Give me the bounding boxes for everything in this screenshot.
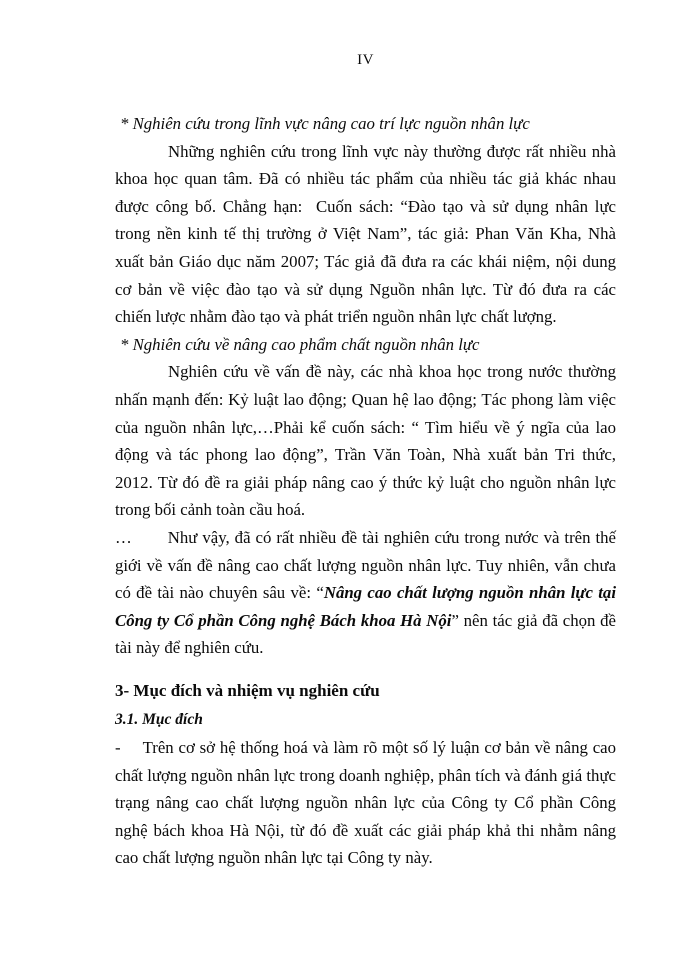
- section-heading: 3- Mục đích và nhiệm vụ nghiên cứu: [115, 680, 380, 700]
- paragraph: [115, 358, 616, 524]
- text-run: ” nên tác giả đã chọn đề tài này để nghiên cứu.: [115, 610, 616, 658]
- paragraph: [115, 524, 616, 662]
- subsection-heading: 3.1. Mục đích: [115, 711, 203, 729]
- text-run: Nghiên cứu về vấn đề này, các nhà khoa học trong nước thường nhấn mạnh đến: Kỷ luật lao động; Quan hệ lao động; Tác phong làm việc của nguồn nhân lực,…Phải kể cuốn sách: “ Tìm hiểu về ý ngĩa của lao động và tác phong lao động”, Trần Văn Toàn, Nhà xuất bản Tri thức, 2012. Từ đó đề ra giải pháp nâng cao ý thức kỷ luật cho nguồn nhân lực trong bối cảnh toàn cầu hoá.: [115, 362, 616, 520]
- italic-note: * Nghiên cứu trong lĩnh vực nâng cao trí lực nguồn nhân lực: [120, 114, 530, 133]
- text-run: Trên cơ sở hệ thống hoá và làm rõ một số lý luận cơ bản về nâng cao chất lượng nguồn nhân lực trong doanh nghiệp, phân tích và đánh giá thực trạng nâng cao chất lượng nguồn nhân lực của Công ty Cổ phần Công nghệ bách khoa Hà Nội, từ đó đề xuất các giải pháp khả thi nhằm nâng cao chất lượng nguồn nhân lực tại Công ty này.: [115, 738, 616, 868]
- emphasis-bold-italic: Nâng cao chất lượng nguồn nhân lực tại Công ty Cổ phần Công nghệ Bách khoa Hà Nội: [115, 583, 616, 630]
- bullet-marker: -: [115, 738, 121, 758]
- paragraph: [115, 734, 616, 872]
- paragraph: [115, 138, 616, 331]
- text-run: Như vậy, đã có rất nhiều đề tài nghiên cứu trong nước và trên thế giới về vấn đề nâng cao chất lượng nguồn nhân lực. Tuy nhiên, vẫn chưa có đề tài nào chuyên sâu về: “: [115, 527, 616, 603]
- italic-note: * Nghiên cứu về nâng cao phẩm chất nguồn nhân lực: [120, 334, 480, 354]
- text-run: Những nghiên cứu trong lĩnh vực này thường được rất nhiều nhà khoa học quan tâm. Đã có nhiều tác phẩm của nhiều tác giả khác nhau được công bố. Chẳng hạn: Cuốn sách: “Đào tạo và sử dụng nhân lực trong nền kinh tế thị trường ở Việt Nam”, tác giả: Phan Văn Kha, Nhà xuất bản Giáo dục năm 2007; Tác giả đã đưa ra các khái niệm, nội dung cơ bản về việc đào tạo và sử dụng Nguồn nhân lực. Từ đó đưa ra các chiến lược nhằm đào tạo và phát triển nguồn nhân lực chất lượng.: [115, 141, 616, 327]
- document-body: [115, 110, 616, 872]
- text-run: …: [115, 527, 132, 547]
- page-number: IV: [357, 52, 374, 68]
